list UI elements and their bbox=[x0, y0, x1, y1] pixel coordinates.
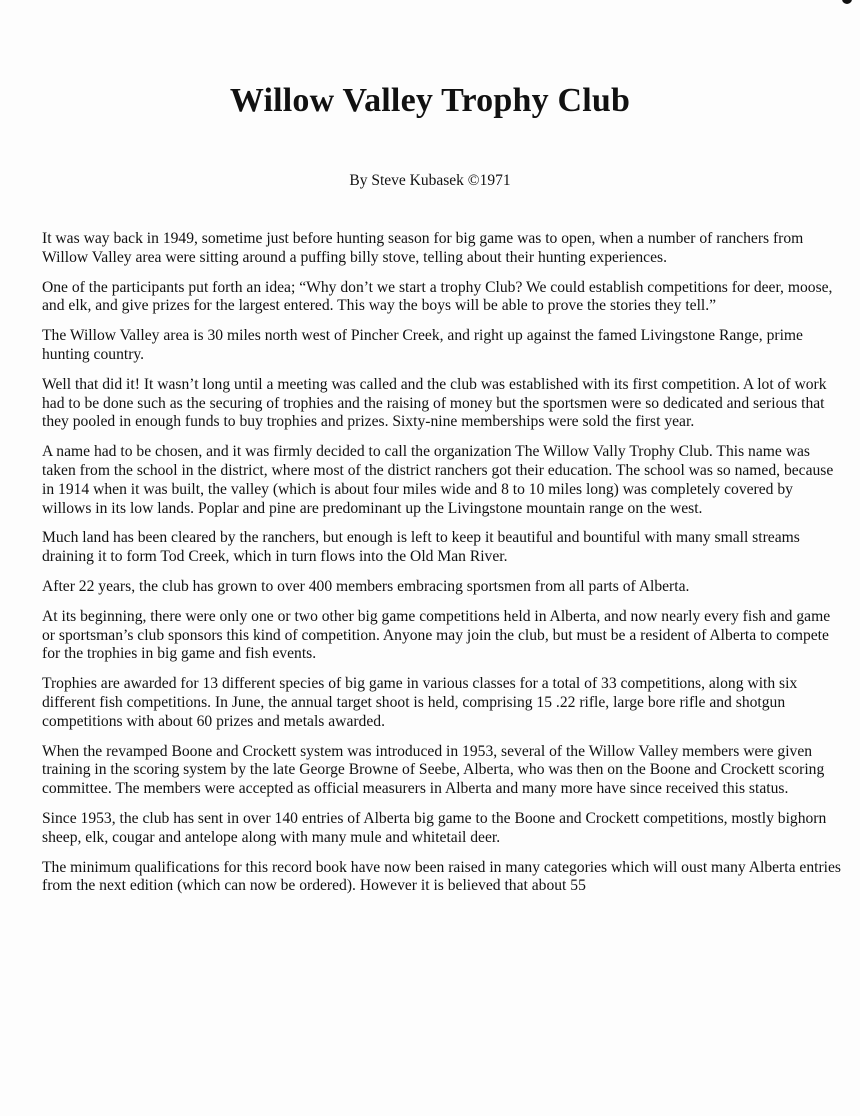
article-body bbox=[42, 230, 842, 907]
byline: By Steve Kubasek ©1971 bbox=[349, 172, 511, 189]
paragraph: The Willow Valley area is 30 miles north west of Pincher Creek, and right up against the famed Livingstone Range, prime hunting country. bbox=[42, 327, 803, 363]
paragraph: One of the participants put forth an idea; “Why don’t we start a trophy Club? We could establish competitions for deer, moose, and elk, and give prizes for the largest entered. This way the boys will be able to prove the stories they tell.” bbox=[42, 278, 833, 315]
paragraph: When the revamped Boone and Crockett system was introduced in 1953, several of the Willow Valley members were given training in the scoring system by the late George Browne of Seebe, Alberta, who was then on the Boone and Crockett scoring committee. The members were accepted as official measurers in Alberta and many more have since received this status. bbox=[42, 742, 825, 798]
paragraph: Well that did it! It wasn’t long until a meeting was called and the club was established with its first competition. A lot of work had to be done such as the securing of trophies and the raising of money but the sportsmen were so dedicated and serious that they pooled in enough funds to buy trophies and prizes. Sixty-nine memberships were sold the first year. bbox=[42, 375, 827, 431]
paragraph: It was way back in 1949, sometime just before hunting season for big game was to open, when a number of ranchers from Willow Valley area were sitting around a puffing billy stove, telling about their hunting experiences. bbox=[42, 230, 804, 266]
page-title: Willow Valley Trophy Club bbox=[229, 82, 631, 119]
paragraph: Trophies are awarded for 13 different species of big game in various classes for a total of 33 competitions, along with six different fish competitions. In June, the annual target shoot is held, comprising 15 .22 rifle, large bore rifle and shotgun competitions with about 60 prizes and metals awarded. bbox=[42, 675, 798, 730]
paragraph: Since 1953, the club has sent in over 140 entries of Alberta big game to the Boone and Crockett competitions, mostly bighorn sheep, elk, cougar and antelope along with many mule and whitetail deer. bbox=[42, 809, 827, 846]
paragraph: At its beginning, there were only one or two other big game competitions held in Alberta, and now nearly every fish and game or sportsman’s club sponsors this kind of competition. Anyone may join the club, but must be a resident of Alberta to compete for the trophies in big game and fish events. bbox=[42, 607, 831, 663]
paragraph: Much land has been cleared by the ranchers, but enough is left to keep it beautiful and bountiful with many small streams draining it to form Tod Creek, which in turn flows into the Old Man River. bbox=[42, 529, 800, 566]
paragraph: The minimum qualifications for this record book have now been raised in many categories which will oust many Alberta entries from the next edition (which can now be ordered). However it is believed that about 55 bbox=[42, 858, 841, 895]
paragraph: A name had to be chosen, and it was firmly decided to call the organization The Willow Vally Trophy Club. This name was taken from the school in the district, where most of the district ranchers got their education. The school was so named, because in 1914 when it was built, the valley (which is about four miles wide and 8 to 10 miles long) was completely covered by willows in its low lands. Poplar and pine are predominant up the Livingstone mountain range on the west. bbox=[42, 443, 834, 517]
paragraph: After 22 years, the club has grown to over 400 members embracing sportsmen from all parts of Alberta. bbox=[42, 577, 690, 595]
scan-mark bbox=[842, 0, 852, 4]
